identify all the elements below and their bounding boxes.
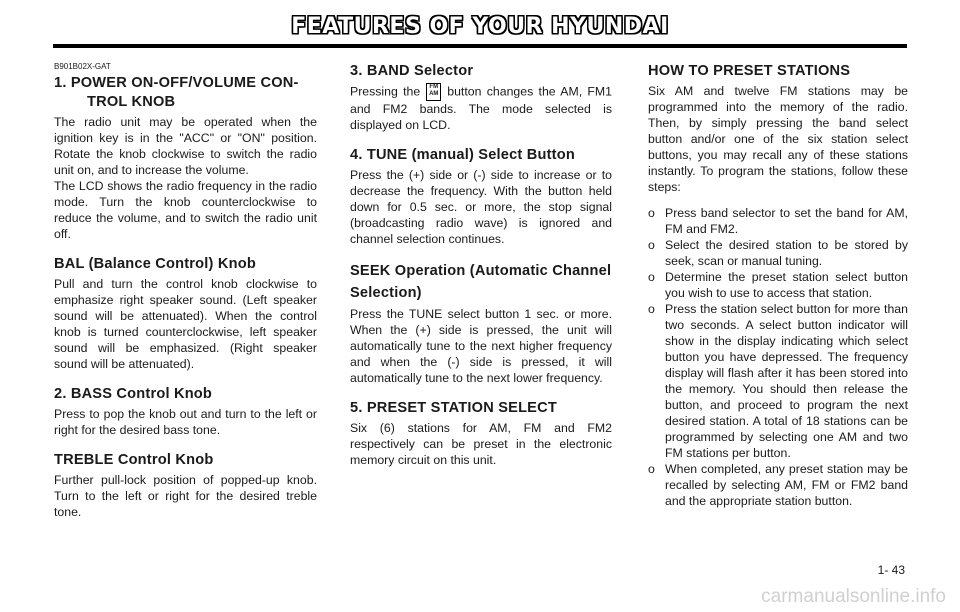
band-selector-paragraph — [350, 83, 612, 133]
step-text: Select the desired station to be stored by seek, scan or manual tuning. — [665, 238, 908, 268]
preset-station-heading: 5. PRESET STATION SELECT — [350, 400, 557, 416]
list-item — [648, 237, 908, 269]
step-text: When completed, any preset station may be recalled by selecting AM, FM or FM2 band and the appropriate station button. — [665, 462, 908, 508]
bass-heading: 2. BASS Control Knob — [54, 386, 213, 402]
list-item — [648, 301, 908, 461]
bullet-mark: o — [648, 462, 655, 476]
how-to-preset-heading: HOW TO PRESET STATIONS — [648, 63, 851, 79]
band-selector-heading: 3. BAND Selector — [350, 63, 474, 79]
bullet-mark: o — [648, 206, 655, 220]
power-volume-heading-line1: 1. POWER ON-OFF/VOLUME CON- — [54, 75, 299, 91]
column-right — [648, 62, 908, 509]
header-rule — [53, 44, 907, 48]
step-text: Determine the preset station select button you wish to use to access that station. — [665, 270, 908, 300]
list-item — [648, 269, 908, 301]
balance-paragraph: Pull and turn the control knob clockwise to emphasize right speaker sound. (Left speaker sound will be attenuated). When the control knob is turned counterclockwise, left speaker sound will be emphasized. (Right speaker sound will be attenuated). — [54, 277, 317, 371]
bullet-mark: o — [648, 238, 655, 252]
list-item — [648, 461, 908, 509]
list-item — [648, 205, 908, 237]
am-label: AM — [429, 91, 439, 97]
bass-paragraph: Press to pop the knob out and turn to the left or right for the desired bass tone. — [54, 407, 317, 437]
seek-heading: SEEK Operation (Automatic Channel Selection) — [350, 263, 612, 301]
power-volume-heading — [54, 74, 317, 112]
power-volume-paragraph-2: The LCD shows the radio frequency in the radio mode. Turn the knob counterclockwise to reduce the volume, and to switch the radio unit off. — [54, 179, 317, 241]
column-left — [54, 62, 317, 520]
preset-station-paragraph: Six (6) stations for AM, FM and FM2 respectively can be preset in the electronic memory circuit on this unit. — [350, 421, 612, 467]
power-volume-heading-line2: TROL KNOB — [87, 94, 176, 110]
tune-paragraph: Press the (+) side or (-) side to increase or to decrease the frequency. With the button held down for 0.5 sec. or more, the stop signal (broadcasting radio wave) is ignored and channel selection continues. — [350, 168, 612, 246]
band-text-after-icon: button changes the AM, FM1 and FM2 bands. The mode selected is displayed on LCD. — [350, 84, 613, 132]
preset-steps-list — [648, 205, 908, 509]
treble-heading: TREBLE Control Knob — [54, 452, 214, 468]
seek-paragraph: Press the TUNE select button 1 sec. or more. When the (+) side is pressed, the unit will automatically tune to the next higher frequency and when the (-) side is pressed, it will automatically tune to the next lower frequency. — [350, 307, 612, 385]
tune-heading: 4. TUNE (manual) Select Button — [350, 147, 575, 163]
band-text-before-icon: Pressing the — [350, 84, 421, 99]
page-header-title: FEATURES OF YOUR HYUNDAI — [291, 14, 669, 39]
step-text: Press the station select button for more than two seconds. A select button indicator will show in the display indicating which select button you have depressed. The frequency display will flash after it has been stored into the memory. You should then release the button, and proceed to program the next desired station. A total of 18 stations can be programmed by selecting one AM and two FM stations per button. — [665, 302, 908, 460]
bullet-mark: o — [648, 270, 655, 284]
watermark: carmanualsonline.info — [761, 586, 946, 607]
fm-am-button-icon — [426, 83, 441, 101]
fm-label: FM — [429, 84, 439, 90]
section-code: B901B02X-GAT — [54, 62, 111, 71]
page-number: 1- 43 — [877, 563, 905, 577]
treble-paragraph: Further pull-lock position of popped-up knob. Turn to the left or right for the desired treble tone. — [54, 473, 317, 519]
bullet-mark: o — [648, 302, 655, 316]
column-middle — [350, 62, 612, 468]
balance-heading: BAL (Balance Control) Knob — [54, 256, 256, 272]
step-text: Press band selector to set the band for AM, FM and FM2. — [665, 206, 908, 236]
power-volume-paragraph-1: The radio unit may be operated when the ignition key is in the "ACC" or "ON" position. Rotate the knob clockwise to switch the radio unit on, and to increase the volume. — [54, 115, 317, 177]
how-to-preset-intro: Six AM and twelve FM stations may be programmed into the memory of the radio. Then, by simply pressing the band select button and/or one of the six station select buttons, you may recall any of these stations instantly. To program the stations, follow these steps: — [648, 84, 908, 194]
